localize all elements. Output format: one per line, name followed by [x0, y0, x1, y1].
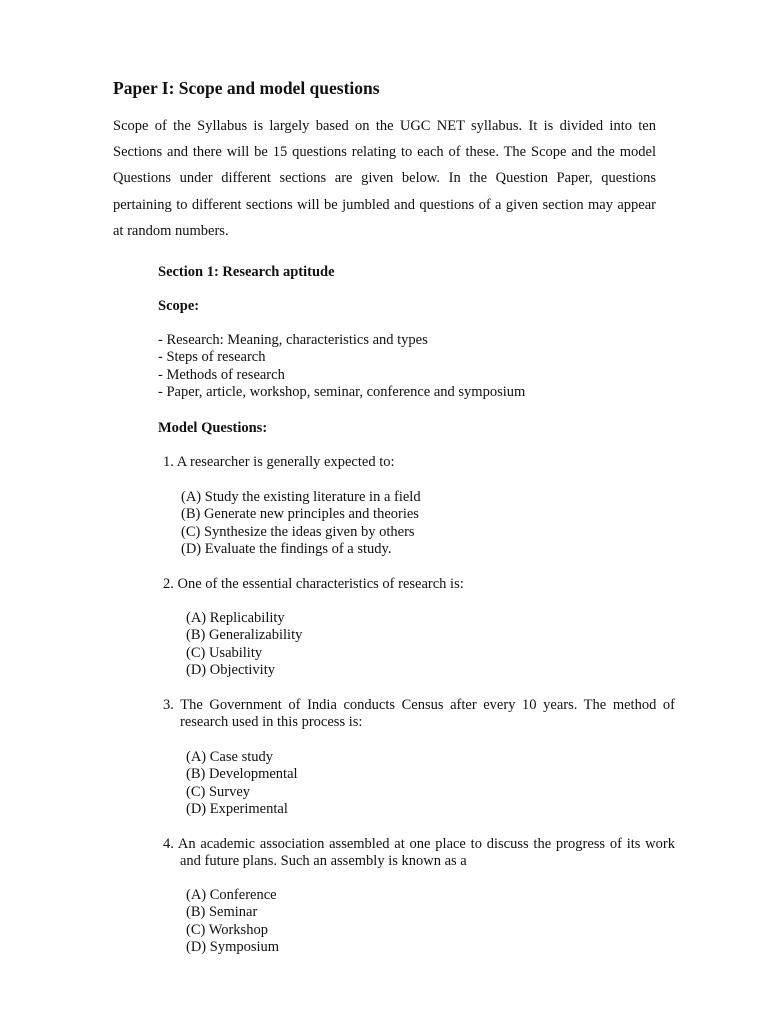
question-2: 2. One of the essential characteristics of research is: [163, 576, 464, 592]
option: (A) Conference [186, 887, 277, 903]
option: (B) Seminar [186, 904, 258, 921]
option: (C) Usability [186, 644, 263, 661]
question-3-options [186, 749, 298, 819]
scope-heading: Scope: [158, 298, 200, 314]
option: (A) Case study [186, 749, 273, 765]
option: (D) Objectivity [186, 662, 275, 679]
option: (A) Replicability [186, 610, 285, 626]
option: (D) Evaluate the findings of a study. [181, 541, 392, 558]
option: (C) Synthesize the ideas given by others [181, 523, 415, 540]
question-4: 4. An academic association assembled at one place to discuss the progress of its work and future plans. Such an assembly is known as a [163, 836, 675, 870]
page-title: Paper I: Scope and model questions [113, 78, 380, 98]
option: (D) Experimental [186, 801, 288, 818]
question-2-options [186, 610, 302, 680]
model-questions-heading: Model Questions: [158, 420, 268, 436]
scope-list [158, 332, 525, 402]
option: (D) Symposium [186, 939, 280, 956]
section-title: Section 1: Research aptitude [158, 264, 335, 280]
option: (A) Study the existing literature in a field [181, 489, 421, 505]
question-3: 3. The Government of India conducts Census after every 10 years. The method of research used in this process is: [163, 697, 675, 731]
option: (B) Developmental [186, 766, 298, 783]
option: (C) Survey [186, 783, 251, 800]
intro-paragraph: Scope of the Syllabus is largely based on the UGC NET syllabus. It is divided into ten Sections and there will be 15 questions relating to each of these. The Scope and the model Questions under different sections are given below. In the Question Paper, questions pertaining to different sections will be jumbled and questions of a given section may appear at random numbers. [113, 118, 656, 239]
question-1-options [181, 489, 421, 559]
question-4-options [186, 887, 279, 957]
scope-item: - Paper, article, workshop, seminar, conference and symposium [158, 384, 526, 401]
option: (B) Generate new principles and theories [181, 506, 419, 523]
option: (C) Workshop [186, 921, 268, 938]
scope-item: - Research: Meaning, characteristics and types [158, 332, 428, 348]
scope-item: - Steps of research [158, 349, 266, 366]
scope-item: - Methods of research [158, 366, 285, 383]
option: (B) Generalizability [186, 627, 303, 644]
question-1: 1. A researcher is generally expected to: [163, 454, 395, 470]
